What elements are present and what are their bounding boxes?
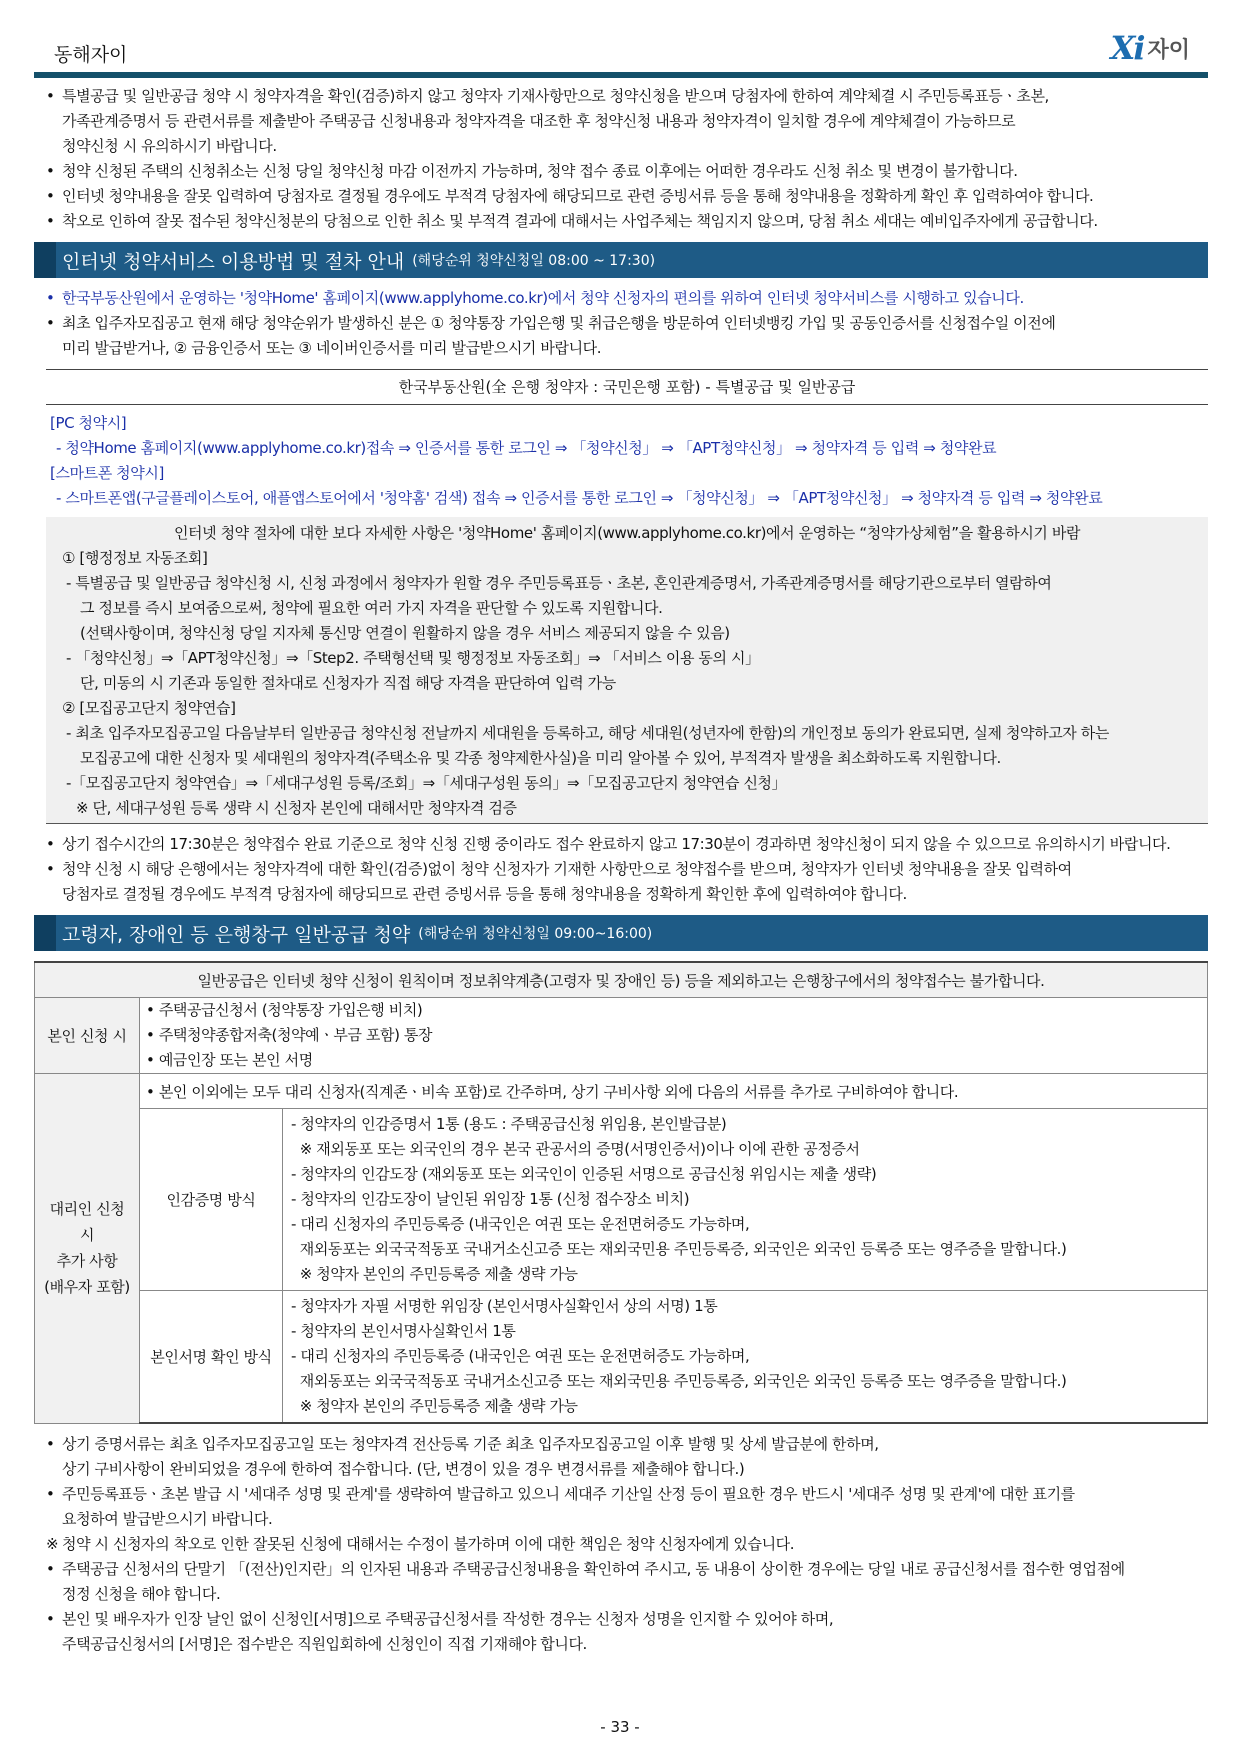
guide-line: -「모집공고단지 청약연습」⇒「세대구성원 등록/조회」⇒「세대구성원 동의」⇒「모집공고단지 청약연습 신청」	[66, 774, 787, 792]
bullet-applyhome: • 한국부동산원에서 운영하는 '청약Home' 홈페이지(www.applyhome.co.kr)에서 청약 신청자의 편의를 위하여 인터넷 청약서비스를 시행하고 있습니다.	[46, 289, 1024, 307]
bullet-dot: •	[46, 835, 55, 853]
bullet-text: 상기 접수시간의 17:30분은 청약접수 완료 기준으로 청약 신청 진행 중이라도 접수 완료하지 않고 17:30분이 경과하면 청약신청이 되지 않을 수 있으므로 유의하시기 바랍니다.	[62, 835, 1171, 853]
page-number: - 33 -	[600, 1718, 640, 1736]
proxy-label-line: 추가 사항	[56, 1252, 118, 1271]
note-continuation	[34, 1632, 1208, 1657]
note-item	[34, 1532, 1208, 1557]
proxy-label	[35, 1074, 140, 1424]
note-marker: •	[46, 1560, 55, 1578]
note-marker: •	[46, 1485, 55, 1503]
proxy-label-line: 대리인 신청 시	[49, 1200, 125, 1245]
page-header	[34, 28, 1208, 74]
requirement-line: 재외동포는 외국국적동포 국내거소신고증 또는 재외국민용 주민등록증, 외국인은 외국인 등록증 또는 영주증을 말합니다.)	[291, 1240, 1067, 1258]
section-subtitle: (해당순위 청약신청일 08:00 ~ 17:30)	[412, 253, 656, 269]
pc-steps: - 청약Home 홈페이지(www.applyhome.co.kr)접속 ⇒ 인증서를 통한 로그인 ⇒ 「청약신청」 ⇒ 「APT청약신청」 ⇒ 청약자격 등 입력 ⇒ 청약완료	[56, 439, 997, 457]
bullet-continuation: 가족관계증명서 등 관련서류를 제출받아 주택공급 신청내용과 청약자격을 대조한 후 청약신청 내용과 청약자격이 일치할 경우에 계약체결이 가능하므로	[62, 112, 1016, 130]
bullet-dot: •	[46, 212, 55, 230]
self-items	[140, 998, 1208, 1074]
bullet-text: 특별공급 및 일반공급 청약 시 청약자격을 확인(검증)하지 않고 청약자 기재사항만으로 청약신청을 받으며 당첨자에 한하여 계약체결 시 주민등록표등ㆍ초본,	[62, 87, 1049, 105]
note-text: 주택공급 신청서의 단말기 「(전산)인지란」의 인자된 내용과 주택공급신청내용을 확인하여 주시고, 동 내용이 상이한 경우에는 당일 내로 공급신청서를 접수한 영업점에	[62, 1560, 1125, 1578]
mobile-steps: - 스마트폰앱(구글플레이스토어, 애플앱스토어에서 '청약홈' 검색) 접속 ⇒ 인증서를 통한 로그인 ⇒ 「청약신청」 ⇒ 「APT청약신청」 ⇒ 청약자격 등 입력 ⇒ 청약완료	[56, 489, 1103, 507]
note-continuation	[34, 1507, 1208, 1532]
guide-line: - 특별공급 및 일반공급 청약신청 시, 신청 과정에서 청약자가 원할 경우 주민등록표등ㆍ초본, 혼인관계증명서, 가족관계증명서를 해당기관으로부터 열람하여	[66, 574, 1052, 592]
logo-mark: Xi	[1110, 29, 1144, 67]
guide-lines	[62, 546, 1208, 821]
section-title: 인터넷 청약서비스 이용방법 및 절차 안내	[62, 250, 405, 273]
guide-line: - 「청약신청」⇒「APT청약신청」⇒「Step2. 주택형선택 및 행정정보 자동조회」⇒ 「서비스 이용 동의 시」	[66, 649, 760, 667]
apply-steps	[34, 411, 1208, 511]
guide-box	[46, 517, 1208, 824]
section-marker	[34, 242, 56, 278]
requirement-line: - 청약자의 인감도장이 날인된 위임장 1통 (신청 접수장소 비치)	[291, 1190, 690, 1208]
table-heading: 일반공급은 인터넷 청약 신청이 원칙이며 정보취약계층(고령자 및 장애인 등) 등을 제외하고는 은행창구에서의 청약접수는 불가합니다.	[35, 962, 1208, 998]
note-item	[34, 1557, 1208, 1582]
sign-label: 본인서명 확인 방식	[140, 1291, 283, 1424]
guide-intro: 인터넷 청약 절차에 대한 보다 자세한 사항은 '청약Home' 홈페이지(www.applyhome.co.kr)에서 운영하는 “청약가상체험”을 활용하시기 바람	[173, 524, 1081, 542]
mobile-label: [스마트폰 청약시]	[50, 464, 164, 482]
requirement-line: ※ 청약자 본인의 주민등록증 제출 생략 가능	[291, 1265, 578, 1283]
requirement-line: ※ 청약자 본인의 주민등록증 제출 생략 가능	[291, 1397, 578, 1415]
bullet-item	[34, 159, 1208, 184]
guide-line: ① [행정정보 자동조회]	[62, 549, 208, 567]
bullet-certificate-cont: 미리 발급받거나, ② 금융인증서 또는 ③ 네이버인증서를 미리 발급받으시기 바랍니다.	[62, 339, 602, 357]
bullet-item	[34, 209, 1208, 234]
note-text: 상기 증명서류는 최초 입주자모집공고일 또는 청약자격 전산등록 기준 최초 입주자모집공고일 이후 발행 및 상세 발급분에 한하며,	[62, 1435, 879, 1453]
note-marker: •	[46, 1435, 55, 1453]
note-text: 청약 시 신청자의 착오로 인한 잘못된 신청에 대해서는 수정이 불가하며 이에 대한 책임은 청약 신청자에게 있습니다.	[62, 1535, 795, 1553]
proxy-note: • 본인 이외에는 모두 대리 신청자(직계존ㆍ비속 포함)로 간주하며, 상기 구비사항 외에 다음의 서류를 추가로 구비하여야 합니다.	[140, 1074, 1208, 1109]
requirement-line: - 청약자의 인감증명서 1통 (용도 : 주택공급신청 위임용, 본인발급분)	[291, 1115, 727, 1133]
section-subtitle: (해당순위 청약신청일 09:00~16:00)	[418, 926, 653, 942]
guide-line: 모집공고에 대한 신청자 및 세대원의 청약자격(주택소유 및 각종 청약제한사실)을 미리 알아볼 수 있어, 부적격자 발생을 최소화하도록 지원합니다.	[80, 749, 1001, 767]
requirement-line: - 대리 신청자의 주민등록증 (내국인은 여권 또는 운전면허증도 가능하며,	[291, 1215, 750, 1233]
bank-requirements-table	[34, 961, 1208, 1424]
bullet-continuation: 당첨자로 결정될 경우에도 부적격 당첨자에 해당되므로 관련 증빙서류 등을 통해 청약내용을 정확하게 확인한 후에 입력하여야 합니다.	[62, 885, 907, 903]
requirement-line: ※ 재외동포 또는 외국인의 경우 본국 관공서의 증명(서명인증서)이나 이에 관한 공정증서	[291, 1140, 860, 1158]
list-item: • 주택청약종합저축(청약예ㆍ부금 포함) 통장	[146, 1026, 433, 1044]
apply-box-heading: 한국부동산원(全 은행 청약자 : 국민은행 포함) - 특별공급 및 일반공급	[46, 369, 1208, 405]
header-title: 동해자이	[54, 44, 128, 66]
bullet-text: 청약 신청 시 해당 은행에서는 청약자격에 대한 확인(검증)없이 청약 신청자가 기재한 사항만으로 청약접수를 받으며, 청약자가 인터넷 청약내용을 잘못 입력하여	[62, 860, 1072, 878]
bullet-dot: •	[46, 162, 55, 180]
section-marker	[34, 915, 56, 951]
note-text: 주민등록표등ㆍ초본 발급 시 '세대주 성명 및 관계'를 생략하여 발급하고 있으니 세대주 기산일 산정 등이 필요한 경우 반드시 '세대주 성명 및 관계'에 대한 표기를	[62, 1485, 1075, 1503]
note-text: 본인 및 배우자가 인장 날인 없이 신청인[서명]으로 주택공급신청서를 작성한 경우는 신청자 성명을 인지할 수 있어야 하며,	[62, 1610, 834, 1628]
note-marker: ※	[46, 1535, 59, 1553]
note-text: 요청하여 발급받으시기 바랍니다.	[62, 1510, 273, 1528]
proxy-label-line: (배우자 포함)	[44, 1278, 130, 1297]
requirement-line: - 청약자의 인감도장 (재외동포 또는 외국인이 인증된 서명으로 공급신청 위임시는 제출 생략)	[291, 1165, 877, 1183]
bullet-continuation: 청약신청 시 유의하시기 바랍니다.	[62, 137, 277, 155]
bullet-text: 청약 신청된 주택의 신청취소는 신청 당일 청약신청 마감 이전까지 가능하며, 청약 접수 종료 이후에는 어떠한 경우라도 신청 취소 및 변경이 불가합니다.	[62, 162, 1018, 180]
note-item	[34, 1432, 1208, 1457]
note-continuation	[34, 1457, 1208, 1482]
note-text: 정정 신청을 해야 합니다.	[62, 1585, 221, 1603]
note-marker: •	[46, 1610, 55, 1628]
xi-logo	[1111, 30, 1191, 66]
guide-line: 단, 미동의 시 기존과 동일한 절차대로 신청자가 직접 해당 자격을 판단하여 입력 가능	[80, 674, 616, 692]
bottom-notes	[34, 1432, 1208, 1657]
bullet-item	[34, 84, 1208, 109]
section-heading-internet	[34, 242, 1208, 278]
guide-line: - 최초 입주자모집공고일 다음날부터 일반공급 청약신청 전날까지 세대원을 등록하고, 해당 세대원(성년자에 한함)의 개인정보 동의가 완료되면, 실제 청약하고자 하는	[66, 724, 1109, 742]
document-body	[34, 84, 1208, 1657]
requirement-line: - 대리 신청자의 주민등록증 (내국인은 여권 또는 운전면허증도 가능하며,	[291, 1347, 750, 1365]
pc-label: [PC 청약시]	[50, 414, 127, 432]
seal-label: 인감증명 방식	[140, 1109, 283, 1291]
guide-line: (선택사항이며, 청약신청 당일 지자체 통신망 연결이 원활하지 않을 경우 서비스 제공되지 않을 수 있음)	[80, 624, 730, 642]
note-text: 상기 구비사항이 완비되었을 경우에 한하여 접수합니다. (단, 변경이 있을 경우 변경서류를 제출해야 합니다.)	[62, 1460, 745, 1478]
bullet-text: 인터넷 청약내용을 잘못 입력하여 당첨자로 결정될 경우에도 부적격 당첨자에 해당되므로 관련 증빙서류 등을 통해 청약내용을 정확하게 확인 후 입력하여야 합니다.	[62, 187, 1094, 205]
after-bullets	[34, 832, 1208, 907]
top-bullets	[34, 84, 1208, 234]
header-divider	[34, 72, 1208, 78]
requirement-line: 재외동포는 외국국적동포 국내거소신고증 또는 재외국민용 주민등록증, 외국인은 외국인 등록증 또는 영주증을 말합니다.)	[291, 1372, 1067, 1390]
requirement-line: - 청약자가 자필 서명한 위임장 (본인서명사실확인서 상의 서명) 1통	[291, 1297, 718, 1315]
bullet-dot: •	[46, 187, 55, 205]
bullet-item	[34, 857, 1208, 882]
list-item: • 예금인장 또는 본인 서명	[146, 1051, 313, 1069]
self-label: 본인 신청 시	[35, 998, 140, 1074]
sign-items	[283, 1291, 1208, 1424]
list-item: • 주택공급신청서 (청약통장 가입은행 비치)	[146, 1001, 423, 1019]
bullet-item	[34, 832, 1208, 857]
bullet-text: 착오로 인하여 잘못 접수된 청약신청분의 당첨으로 인한 취소 및 부적격 결과에 대해서는 사업주체는 책임지지 않으며, 당첨 취소 세대는 예비입주자에게 공급합니다.	[62, 212, 1098, 230]
bullet-dot: •	[46, 860, 55, 878]
bullet-item	[34, 184, 1208, 209]
bullet-dot: •	[46, 87, 55, 105]
section-title: 고령자, 장애인 등 은행창구 일반공급 청약	[62, 923, 411, 946]
note-continuation	[34, 1582, 1208, 1607]
note-text: 주택공급신청서의 [서명]은 접수받은 직원입회하에 신청인이 직접 기재해야 합니다.	[62, 1635, 587, 1653]
section-heading-bank	[34, 915, 1208, 951]
bullet-certificate: • 최초 입주자모집공고 현재 해당 청약순위가 발생하신 분은 ① 청약통장 가입은행 및 취급은행을 방문하여 인터넷뱅킹 가입 및 공동인증서를 신청접수일 이전에	[46, 314, 1056, 332]
note-item	[34, 1607, 1208, 1632]
guide-line: 그 정보를 즉시 보여줌으로써, 청약에 필요한 여러 가지 자격을 판단할 수 있도록 지원합니다.	[80, 599, 663, 617]
seal-items	[283, 1109, 1208, 1291]
guide-line: ※ 단, 세대구성원 등록 생략 시 신청자 본인에 대해서만 청약자격 검증	[76, 799, 517, 817]
guide-line: ② [모집공고단지 청약연습]	[62, 699, 236, 717]
note-item	[34, 1482, 1208, 1507]
requirement-line: - 청약자의 본인서명사실확인서 1통	[291, 1322, 516, 1340]
logo-text: 자이	[1147, 37, 1190, 63]
